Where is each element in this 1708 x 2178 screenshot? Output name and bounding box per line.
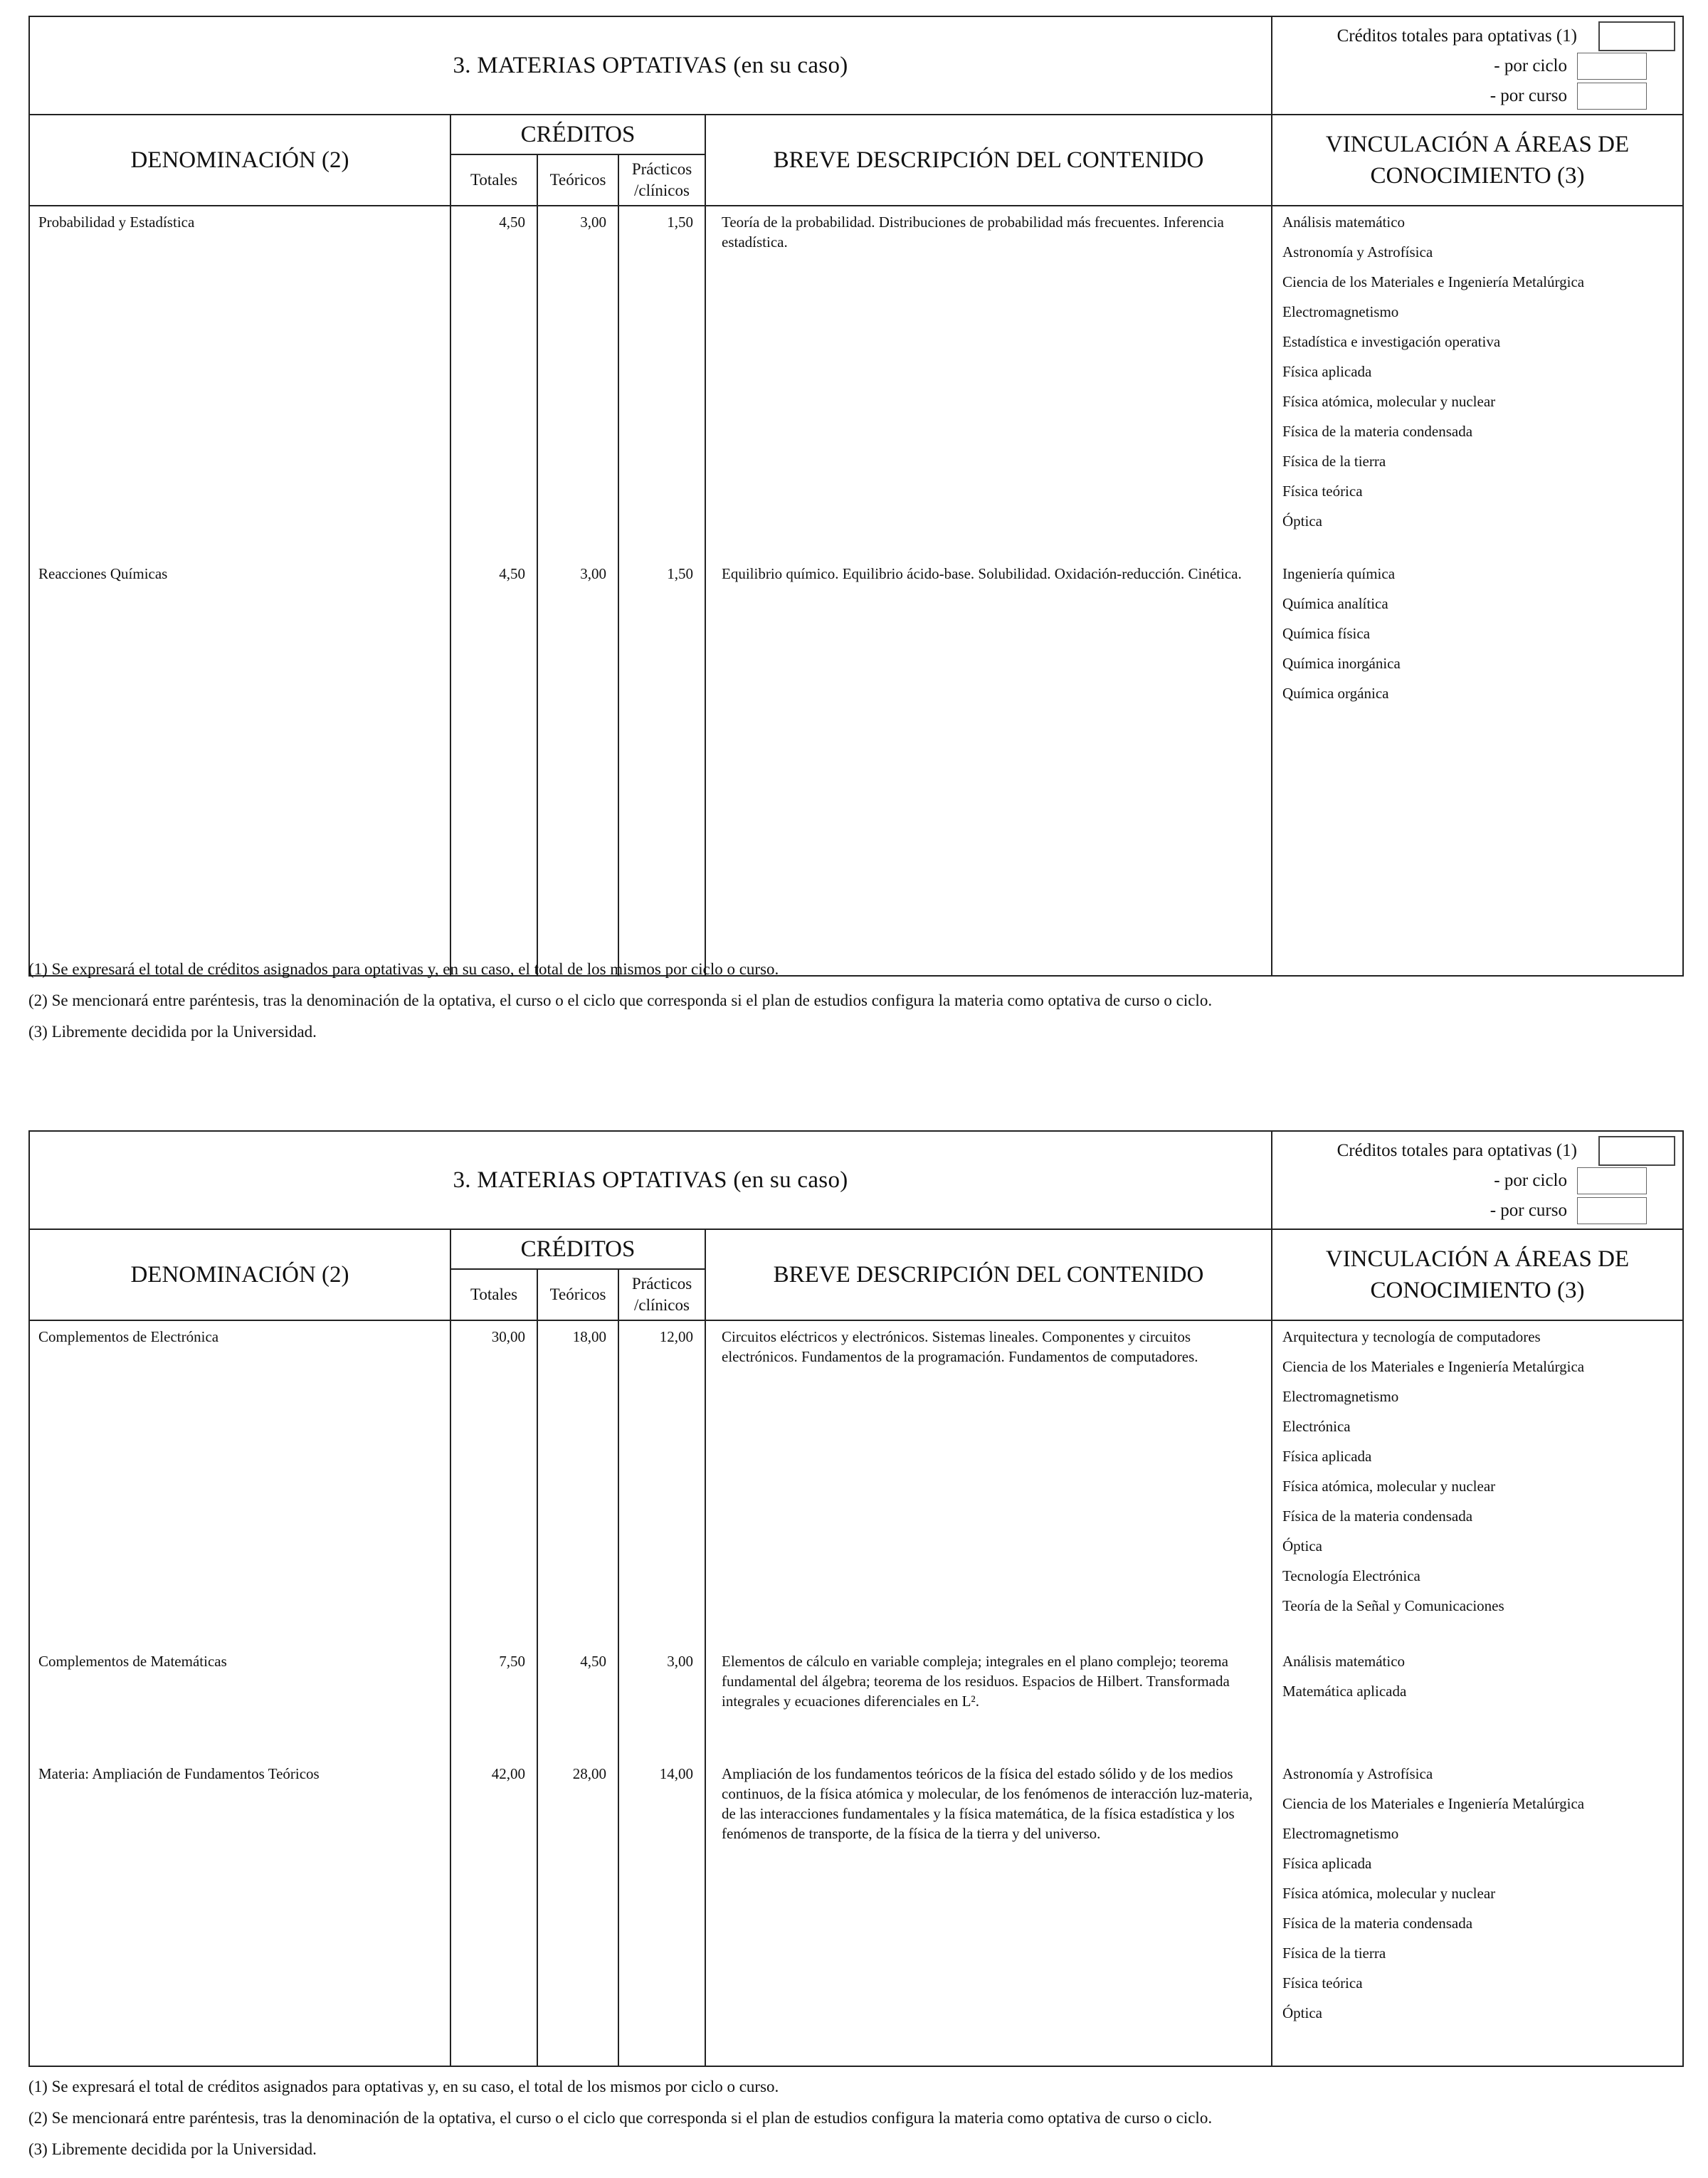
col-practicos xyxy=(618,154,705,206)
area-item: Óptica xyxy=(1282,1537,1322,1554)
section-title: 3. MATERIAS OPTATIVAS (en su caso) xyxy=(29,16,1272,115)
area-item: Matemática aplicada xyxy=(1282,1683,1407,1700)
col-denominacion: DENOMINACIÓN (2) xyxy=(29,115,450,206)
col-vinculacion xyxy=(1272,1229,1683,1320)
areas-list xyxy=(1272,1646,1682,1711)
por-ciclo-label: - por ciclo xyxy=(1494,56,1567,75)
subject-name: Complementos de Electrónica xyxy=(38,1328,219,1345)
areas-list xyxy=(1272,558,1682,713)
por-ciclo-box[interactable] xyxy=(1577,53,1647,80)
footnote-2: (2) Se mencionará entre paréntesis, tras la denominación de la optativa, el curso o el ciclo que corresponda si el plan de estudios configura la materia como optativa de curso o ciclo. xyxy=(28,2109,1213,2127)
area-item: Física teórica xyxy=(1282,1974,1363,1992)
col-totales: Totales xyxy=(450,1269,537,1320)
area-item: Química inorgánica xyxy=(1282,655,1401,672)
areas-list xyxy=(1272,1321,1682,1626)
footnote-1: (1) Se expresará el total de créditos asignados para optativas y, en su caso, el total de los mismos por ciclo o curso. xyxy=(28,960,779,978)
area-item: Física aplicada xyxy=(1282,363,1372,380)
subject-name: Materia: Ampliación de Fundamentos Teóricos xyxy=(38,1765,320,1782)
area-item: Electromagnetismo xyxy=(1282,303,1399,320)
area-item: Astronomía y Astrofísica xyxy=(1282,243,1433,261)
area-item: Física de la materia condensada xyxy=(1282,1915,1473,1932)
area-item: Física atómica, molecular y nuclear xyxy=(1282,1478,1496,1495)
area-item: Física atómica, molecular y nuclear xyxy=(1282,1885,1496,1902)
practicos-value: 1,50 xyxy=(667,565,693,582)
practicos-value: 14,00 xyxy=(659,1765,693,1782)
area-item: Ciencia de los Materiales e Ingeniería Metalúrgica xyxy=(1282,1795,1585,1812)
area-item: Tecnología Electrónica xyxy=(1282,1567,1420,1584)
body-row xyxy=(29,1320,1683,2066)
area-item: Física aplicada xyxy=(1282,1448,1372,1465)
totals-label: Créditos totales para optativas (1) xyxy=(1337,26,1577,46)
subject-name: Complementos de Matemáticas xyxy=(38,1653,227,1670)
area-item: Análisis matemático xyxy=(1282,1653,1406,1670)
subject-name: Reacciones Químicas xyxy=(38,565,168,582)
col-practicos xyxy=(618,1269,705,1320)
col-practicos-line1: Prácticos xyxy=(631,160,692,178)
credit-totals xyxy=(1272,1131,1683,1229)
area-item: Ingeniería química xyxy=(1282,565,1396,582)
credit-totals xyxy=(1272,16,1683,115)
col-teoricos: Teóricos xyxy=(537,154,618,206)
footnote-3: (3) Libremente decidida por la Universidad. xyxy=(28,2140,317,2158)
col-practicos-line2: /clínicos xyxy=(634,182,690,199)
area-item: Óptica xyxy=(1282,512,1322,530)
area-item: Ciencia de los Materiales e Ingeniería Metalúrgica xyxy=(1282,273,1585,290)
col-vinculacion-line2: CONOCIMIENTO (3) xyxy=(1370,163,1585,189)
teoricos-value: 3,00 xyxy=(580,565,606,582)
area-item: Física de la tierra xyxy=(1282,453,1386,470)
col-practicos-line1: Prácticos xyxy=(631,1275,692,1293)
subject-description: Teoría de la probabilidad. Distribuciones de probabilidad más frecuentes. Inferencia estadística. xyxy=(722,214,1224,251)
area-item: Física atómica, molecular y nuclear xyxy=(1282,393,1496,410)
col-vinculacion-line1: VINCULACIÓN A ÁREAS DE xyxy=(1325,132,1630,157)
area-item: Química analítica xyxy=(1282,595,1388,612)
area-item: Arquitectura y tecnología de computadores xyxy=(1282,1328,1541,1345)
col-vinculacion-line2: CONOCIMIENTO (3) xyxy=(1370,1278,1585,1303)
teoricos-value: 4,50 xyxy=(580,1653,606,1670)
por-curso-label: - por curso xyxy=(1490,86,1567,105)
totales-value: 30,00 xyxy=(491,1328,525,1345)
header-table xyxy=(28,16,1684,977)
footnote-3: (3) Libremente decidida por la Universidad. xyxy=(28,1023,317,1041)
totales-value: 42,00 xyxy=(491,1765,525,1782)
footnote-1: (1) Se expresará el total de créditos asignados para optativas y, en su caso, el total de los mismos por ciclo o curso. xyxy=(28,2078,779,2095)
area-item: Química física xyxy=(1282,625,1371,642)
section-title: 3. MATERIAS OPTATIVAS (en su caso) xyxy=(29,1131,1272,1229)
totales-value: 4,50 xyxy=(499,214,525,231)
teoricos-value: 3,00 xyxy=(580,214,606,231)
por-ciclo-box[interactable] xyxy=(1577,1167,1647,1194)
area-item: Física aplicada xyxy=(1282,1855,1372,1872)
area-item: Estadística e investigación operativa xyxy=(1282,333,1501,350)
area-item: Electromagnetismo xyxy=(1282,1388,1399,1405)
subject-description: Equilibrio químico. Equilibrio ácido-base. Solubilidad. Oxidación-reducción. Cinética. xyxy=(722,565,1242,582)
area-item: Electromagnetismo xyxy=(1282,1825,1399,1842)
subject-name: Probabilidad y Estadística xyxy=(38,214,195,231)
area-item: Electrónica xyxy=(1282,1418,1351,1435)
area-item: Física teórica xyxy=(1282,483,1363,500)
col-creditos: CRÉDITOS xyxy=(450,115,705,154)
footnote-2: (2) Se mencionará entre paréntesis, tras la denominación de la optativa, el curso o el ciclo que corresponda si el plan de estudios configura la materia como optativa de curso o ciclo. xyxy=(28,991,1213,1009)
practicos-value: 12,00 xyxy=(659,1328,693,1345)
col-denominacion: DENOMINACIÓN (2) xyxy=(29,1229,450,1320)
area-item: Análisis matemático xyxy=(1282,214,1406,231)
col-totales: Totales xyxy=(450,154,537,206)
subject-description: Circuitos eléctricos y electrónicos. Sistemas lineales. Componentes y circuitos electrónicos. Fundamentos de la programación. Fundamentos de computadores. xyxy=(722,1328,1198,1365)
area-item: Química orgánica xyxy=(1282,685,1389,702)
por-curso-box[interactable] xyxy=(1577,1197,1647,1224)
col-descripcion: BREVE DESCRIPCIÓN DEL CONTENIDO xyxy=(705,1229,1272,1320)
col-vinculacion xyxy=(1272,115,1683,206)
areas-list xyxy=(1272,1758,1682,2033)
totals-label: Créditos totales para optativas (1) xyxy=(1337,1141,1577,1160)
col-creditos: CRÉDITOS xyxy=(450,1229,705,1269)
col-practicos-line2: /clínicos xyxy=(634,1296,690,1314)
totales-value: 4,50 xyxy=(499,565,525,582)
header-table xyxy=(28,1130,1684,2067)
area-item: Óptica xyxy=(1282,2004,1322,2021)
por-curso-label: - por curso xyxy=(1490,1201,1567,1220)
body-row xyxy=(29,206,1683,976)
teoricos-value: 18,00 xyxy=(572,1328,606,1345)
area-item: Astronomía y Astrofísica xyxy=(1282,1765,1433,1782)
practicos-value: 1,50 xyxy=(667,214,693,231)
footnotes-2 xyxy=(28,2071,1212,2165)
areas-list xyxy=(1272,206,1682,541)
col-teoricos: Teóricos xyxy=(537,1269,618,1320)
por-curso-box[interactable] xyxy=(1577,83,1647,110)
area-item: Física de la tierra xyxy=(1282,1945,1386,1962)
optativas-table-2 xyxy=(28,1130,1682,2067)
totals-box[interactable] xyxy=(1598,21,1675,51)
col-descripcion: BREVE DESCRIPCIÓN DEL CONTENIDO xyxy=(705,115,1272,206)
por-ciclo-label: - por ciclo xyxy=(1494,1171,1567,1190)
area-item: Teoría de la Señal y Comunicaciones xyxy=(1282,1597,1504,1614)
subject-description: Elementos de cálculo en variable compleja; integrales en el plano complejo; teorema fundamental del álgebra; teorema de los residuos. Espacios de Hilbert. Transformada integrales y ecuaciones diferenciales en L². xyxy=(722,1653,1230,1710)
area-item: Física de la materia condensada xyxy=(1282,1508,1473,1525)
optativas-table-1 xyxy=(28,16,1682,977)
totals-box[interactable] xyxy=(1598,1136,1675,1166)
area-item: Ciencia de los Materiales e Ingeniería Metalúrgica xyxy=(1282,1358,1585,1375)
practicos-value: 3,00 xyxy=(667,1653,693,1670)
totales-value: 7,50 xyxy=(499,1653,525,1670)
area-item: Física de la materia condensada xyxy=(1282,423,1473,440)
subject-description: Ampliación de los fundamentos teóricos de la física del estado sólido y de los medios continuos, de la física atómica y molecular, de los fenómenos de interacción luz-materia, de las interacciones fundamentales y la física matemática, de la física estadística y los fenómenos de transporte, de la física de la tierra y del universo. xyxy=(722,1765,1253,1842)
teoricos-value: 28,00 xyxy=(572,1765,606,1782)
col-vinculacion-line1: VINCULACIÓN A ÁREAS DE xyxy=(1325,1246,1630,1272)
footnotes-1 xyxy=(28,954,1212,1048)
